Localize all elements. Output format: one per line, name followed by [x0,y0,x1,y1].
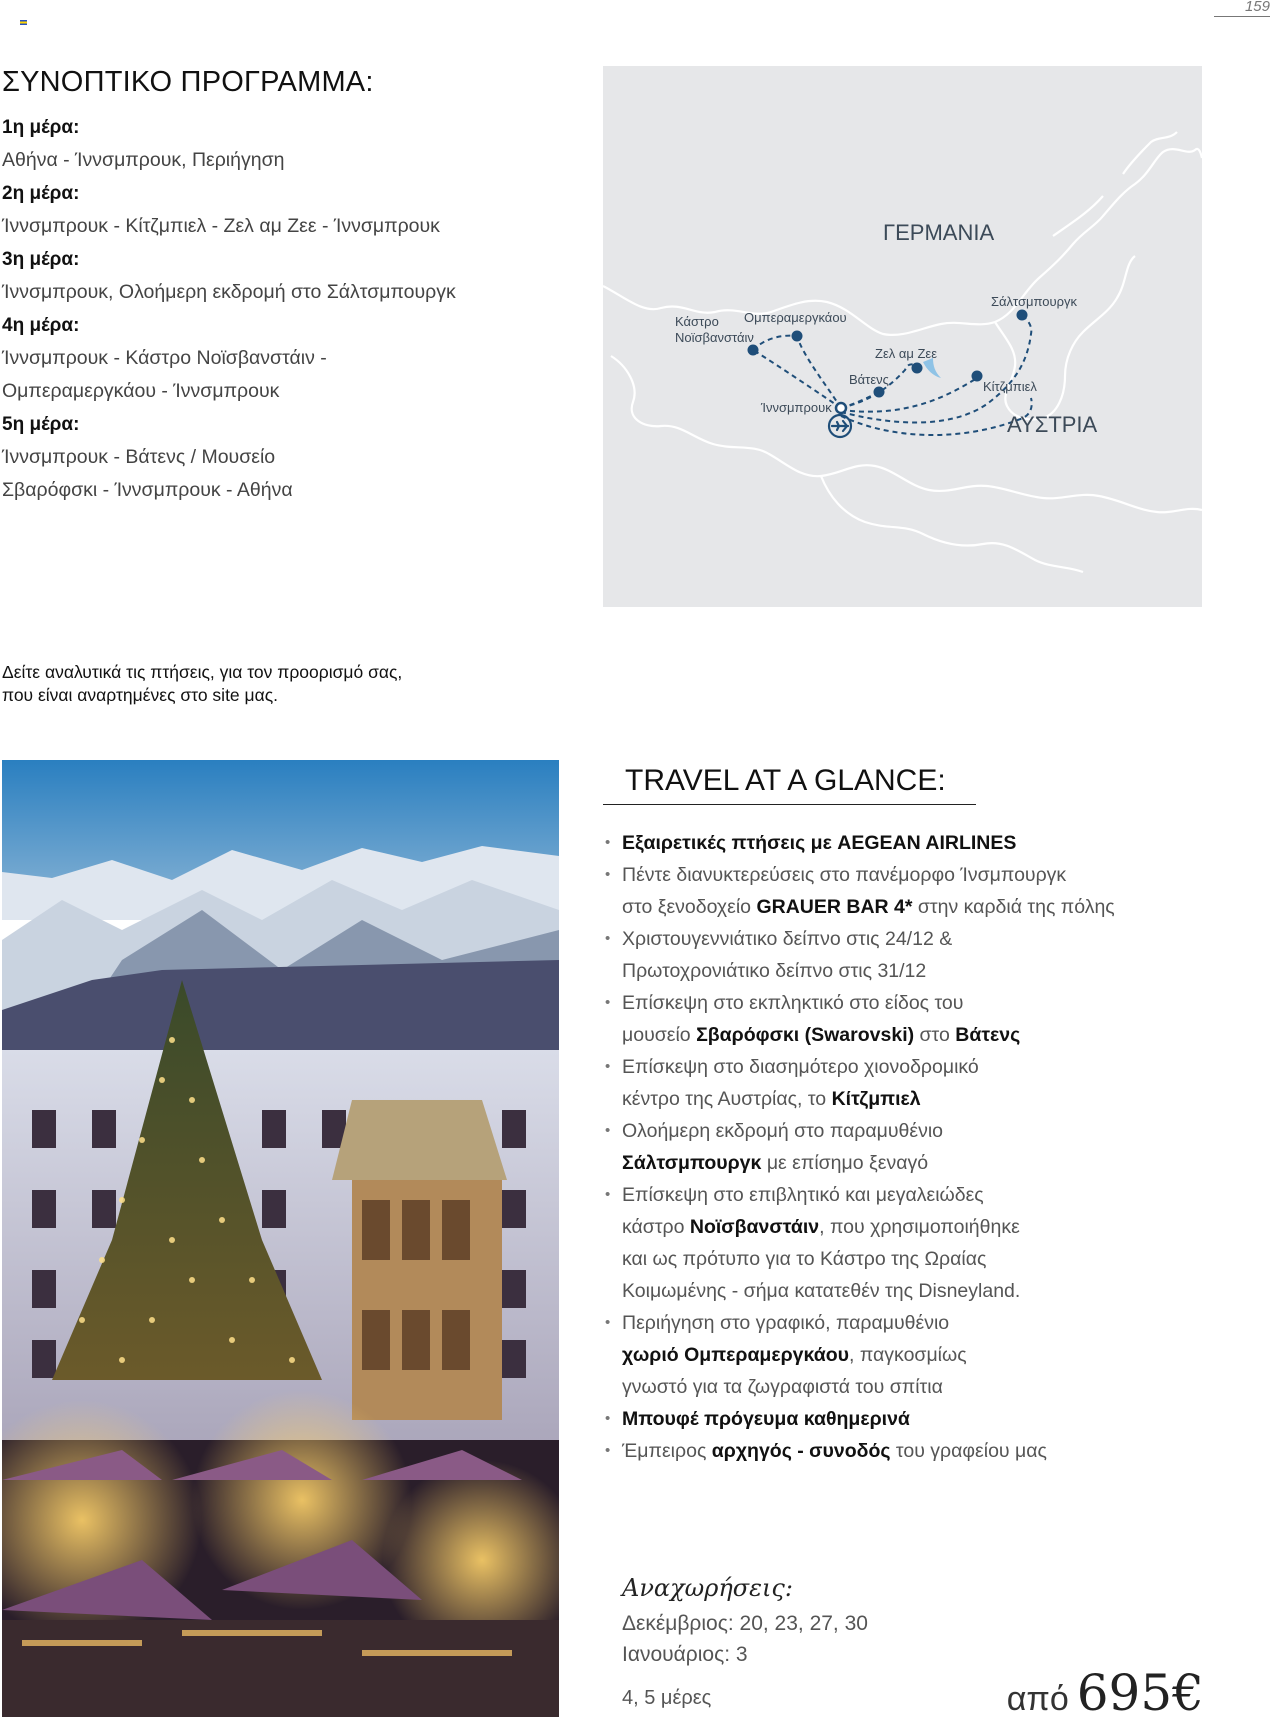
label-kitzbuehel: Κίτζμπιελ [983,379,1037,394]
departures-december: Δεκέμβριος: 20, 23, 27, 30 [622,1612,868,1635]
glance-item-text: μουσείο [622,1024,697,1046]
glance-item-text: στο ξενοδοχείο [622,896,757,918]
note-line: Δείτε αναλυτικά τις πτήσεις, για τον προορισμό σας, [2,662,403,682]
glance-item [603,987,1263,1051]
glance-item-highlight: χωριό Ομπεραμεργκάου [622,1344,850,1366]
glance-item-text: Επίσκεψη στο εκπληκτικό στο είδος του [622,992,964,1014]
route-map-graphic [603,66,1202,607]
glance-item-text: Πρωτοχρονιάτικο δείπνο στις 31/12 [622,960,927,982]
glance-item-text: του γραφείου μας [890,1440,1047,1462]
glance-item [603,923,1263,987]
glance-item-highlight: Βάτενς [955,1024,1021,1046]
glance-item-text: Επίσκεψη στο επιβλητικό και μεγαλειώδες [622,1184,984,1206]
departures-title: Αναχωρήσεις: [622,1574,793,1602]
glance-list [603,827,1263,1467]
glance-item [603,1051,1263,1115]
glance-item-highlight: Σβαρόφσκι (Swarovski) [696,1024,915,1046]
label-salzburg: Σάλτσμπουργκ [991,294,1078,309]
glance-item [603,1435,1263,1467]
program-day [2,177,562,243]
marker-wattens [874,387,885,398]
label-zell-am-see: Ζελ αμ Ζεε [875,346,937,361]
glance-item [603,1403,1263,1435]
label-innsbruck: Ίννσμπρουκ [761,400,832,415]
glance-item-text: με επίσημο ξεναγό [761,1152,929,1174]
label-wattens: Βάτενς [849,372,889,387]
glance-item-text: κάστρο [622,1216,690,1238]
travel-at-a-glance [603,764,1263,1467]
day-description: Ίννσμπρουκ - Κάστρο Νοϊσβανστάιν - [2,347,327,369]
page-number: 159 [1214,0,1270,17]
program-day [2,243,562,309]
trip-duration: 4, 5 μέρες [622,1687,712,1709]
glance-item-text: , που χρησιμοποιήθηκε [819,1216,1020,1238]
day-label: 3η μέρα: [2,249,80,270]
glance-item-text: γνωστό για τα ζωγραφιστά του σπίτια [622,1376,943,1398]
day-description: Ίννσμπρουκ, Ολοήμερη εκδρομή στο Σάλτσμπουργκ [2,281,456,303]
program-summary [2,66,562,507]
photo-illustration [2,760,559,1717]
marker-kitzbuehel [972,371,983,382]
glance-item [603,1179,1263,1307]
glance-item-text: , παγκοσμίως [849,1344,967,1366]
marker-oberammergau [792,331,803,342]
flights-note [2,661,522,707]
glance-item [603,1115,1263,1179]
glance-item-highlight: Νοϊσβανστάιν [689,1216,820,1238]
departures-january: Ιανουάριος: 3 [622,1643,748,1666]
glance-item-text: Ολοήμερη εκδρομή στο παραμυθένιο [622,1120,943,1142]
label-castle-line2: Νοϊσβανστάιν [675,330,754,345]
day-description: Ίννσμπρουκ - Κίτζμπιελ - Ζελ αμ Ζεε - Ίννσμπρουκ [2,215,440,237]
glance-item [603,859,1263,923]
price-amount: 695€ [1076,1664,1204,1722]
glance-item-text: στην καρδιά της πόλης [912,896,1115,918]
day-description: Ίννσμπρουκ - Βάτενς / Μουσείο [2,446,276,468]
glance-item-highlight: Κίτζμπιελ [831,1088,921,1110]
glance-title: TRAVEL AT A GLANCE: [603,764,976,805]
glance-item-text: Χριστουγεννιάτικο δείπνο στις 24/12 & [622,928,953,950]
glance-item-text: Επίσκεψη στο διασημότερο χιονοδρομικό [622,1056,979,1078]
glance-item-text: Κοιμωμένης - σήμα κατατεθέν της Disneyland. [622,1280,1021,1302]
price [1007,1664,1204,1722]
glance-item-text: Περιήγηση στο γραφικό, παραμυθένιο [622,1312,950,1334]
price-prefix: από [1006,1680,1069,1718]
program-day [2,111,562,177]
glance-item [603,827,1263,859]
day-description: Αθήνα - Ίννσμπρουκ, Περιήγηση [2,149,285,171]
label-oberammergau: Ομπεραμεργκάου [744,310,847,325]
marker-innsbruck [836,403,846,413]
day-description: Ομπεραμεργκάου - Ίννσμπρουκ [2,380,280,402]
marker-neuschwanstein [748,345,759,356]
label-austria: ΑΥΣΤΡΙΑ [1007,412,1098,437]
program-title: ΣΥΝΟΠΤΙΚΟ ΠΡΟΓΡΑΜΜΑ: [2,66,374,98]
label-germany: ΓΕΡΜΑΝΙΑ [883,220,995,245]
glance-item-text: Έμπειρος [622,1440,712,1462]
glance-item-highlight: GRAUER BAR 4* [756,896,913,918]
day-label: 2η μέρα: [2,183,80,204]
glance-item-highlight: αρχηγός - συνοδός [711,1440,891,1462]
program-day [2,408,562,507]
label-castle-line1: Κάστρο [675,314,719,329]
glance-item [603,1307,1263,1403]
program-day [2,309,562,408]
departures [622,1574,1042,1710]
glance-item-text: και ως πρότυπο για το Κάστρο της Ωραίας [622,1248,987,1270]
glance-item-highlight: Μπουφέ πρόγευμα καθημερινά [622,1408,910,1430]
marker-salzburg [1017,310,1028,321]
day-label: 1η μέρα: [2,117,80,138]
innsbruck-christmas-photo [2,760,559,1717]
glance-item-text: Πέντε διανυκτερεύσεις στο πανέμορφο Ίνσμπουργκ [622,864,1067,886]
glance-item-text: κέντρο της Αυστρίας, το [622,1088,832,1110]
glance-item-highlight: Σάλτσμπουργκ [622,1152,762,1174]
route-map [603,66,1202,607]
day-label: 4η μέρα: [2,315,80,336]
glance-item-text: στο [914,1024,956,1046]
note-line: που είναι αναρτημένες στο site μας. [2,685,279,705]
flag-icon [20,20,27,25]
day-label: 5η μέρα: [2,414,80,435]
day-description: Σβαρόφσκι - Ίννσμπρουκ - Αθήνα [2,479,293,501]
marker-zell-am-see [912,363,923,374]
glance-item-highlight: Εξαιρετικές πτήσεις με AEGEAN AIRLINES [622,832,1017,854]
